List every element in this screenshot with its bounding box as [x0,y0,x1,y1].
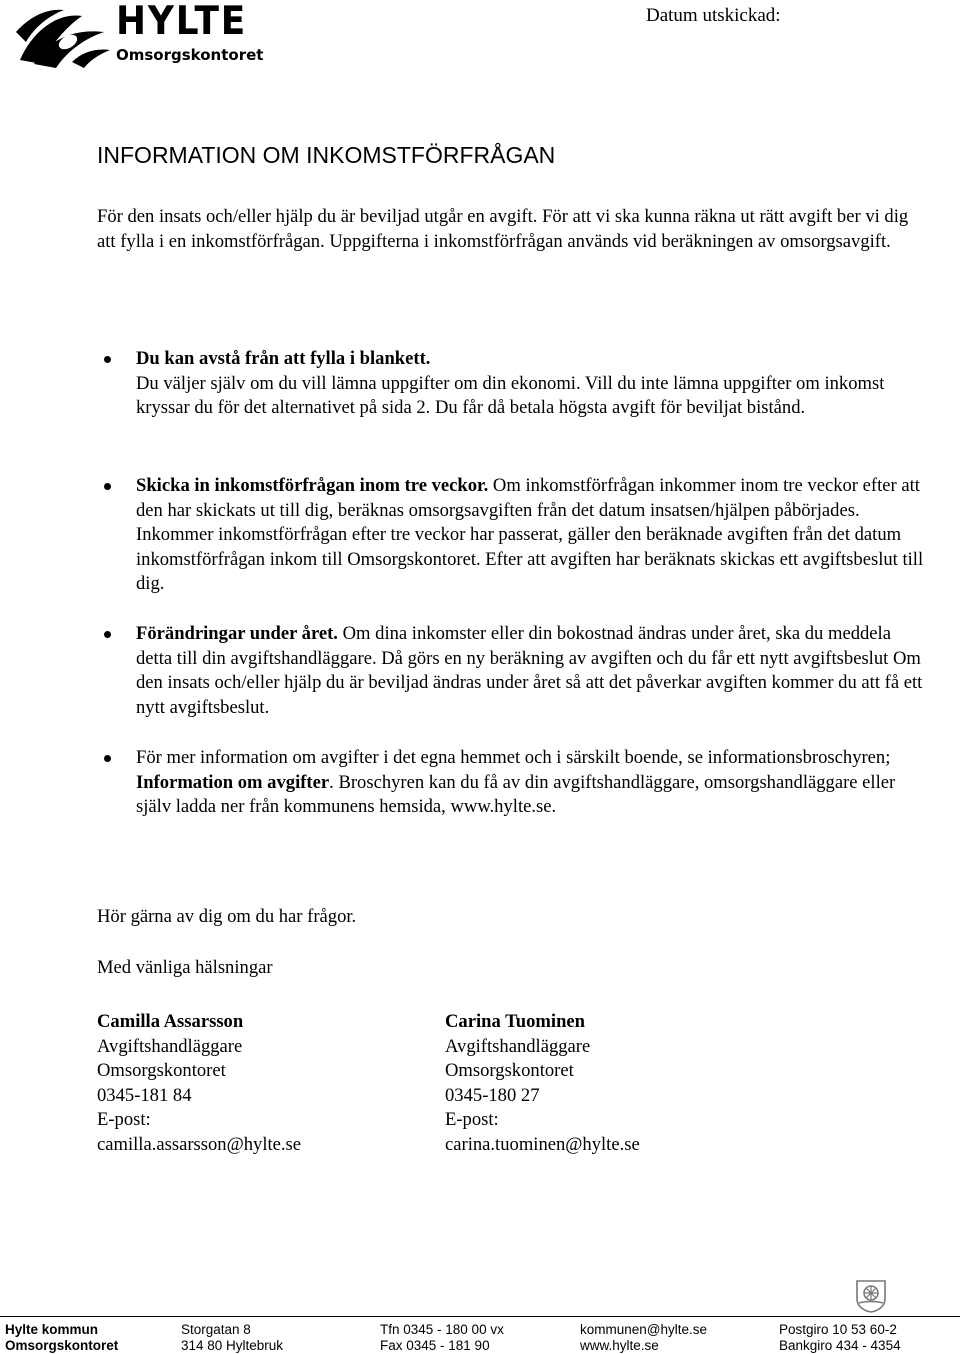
bullet-lead: Du kan avstå från att fylla i blankett. [136,348,431,369]
signer-dept: Omsorgskontoret [445,1060,574,1082]
footer-website-link[interactable]: www.hylte.se [580,1338,659,1353]
bullet-text: Om inkomstförfrågan inkommer inom tre veckor efter att den har skickats ut till dig, beräknas omsorgsavgiften från det datum insatsen/hjälpen påbörjades. Inkommer inkomstförfrågan efter tre veckor har passerat, gäller den beräknade avgiften från det datum inkomstförfrågan inkom till Omsorgskontoret. Efter att avgiften har beräknats skickas ett avgiftsbeslut till dig. [136,475,924,595]
hylte-logo [12,0,264,70]
signer-phone: 0345-181 84 [97,1084,192,1106]
logo-subtitle: Omsorgskontoret [116,46,264,64]
bullet-list-item [97,347,927,421]
footer-phone-line: Tfn 0345 - 180 00 vx [380,1322,504,1337]
bullet-icon [104,483,111,490]
footer-postgiro: Postgiro 10 53 60-2 [779,1322,897,1337]
brochure-title: Information om avgifter [136,771,330,793]
municipal-emblem-icon [855,1279,887,1313]
signature-block [97,1010,301,1158]
bullet-text: Du väljer själv om du vill lämna uppgifter om din ekonomi. Vill du inte lämna uppgifter om inkomst kryssar du för det alternativet på sida 2. Du får då betala högsta avgift för beviljat bistånd. [136,372,885,419]
signer-name: Carina Tuominen [445,1011,586,1032]
footer-org [5,1322,118,1354]
signer-email[interactable]: camilla.assarsson@hylte.se [97,1133,302,1155]
signature-block [445,1010,640,1158]
signer-role: Avgiftshandläggare [97,1035,243,1057]
bullet-text: För mer information om avgifter i det egna hemmet och i särskilt boende, se informationsbroschyren; [136,747,891,768]
footer-address-line2: 314 80 Hyltebruk [181,1338,284,1353]
signer-role: Avgiftshandläggare [445,1035,591,1057]
signer-email[interactable]: carina.tuominen@hylte.se [445,1133,640,1155]
hylte-emblem-icon [12,2,112,70]
date-sent-label: Datum utskickad: [646,5,781,26]
bullet-list-item [97,474,927,597]
bullet-icon [104,755,111,762]
bullet-lead: Skicka in inkomstförfrågan inom tre veckor. [136,475,489,496]
signer-dept: Omsorgskontoret [97,1060,226,1082]
bullet-list-item [97,622,927,720]
footer-bank [779,1322,901,1354]
signer-email-label: E-post: [445,1109,499,1131]
footer-web [580,1322,707,1354]
closing-question: Hör gärna av dig om du har frågor. [97,906,357,927]
footer-org-line1: Hylte kommun [5,1322,99,1337]
footer-phone [380,1322,504,1354]
footer-address-line1: Storgatan 8 [181,1322,251,1337]
footer-fax-line: Fax 0345 - 181 90 [380,1338,490,1353]
bullet-lead: Förändringar under året. [136,623,338,644]
closing-greeting: Med vänliga hälsningar [97,957,273,978]
footer-address [181,1322,283,1354]
bullet-list-item [97,746,927,820]
logo-wordmark: HYLTE [116,0,248,44]
bullet-text: . Broschyren kan du få av din avgiftshandläggare, omsorgshandläggare eller själv ladda ner från kommunens hemsida, www.hylte.se. [136,771,896,818]
bullet-icon [104,631,111,638]
signer-email-label: E-post: [97,1109,151,1131]
intro-paragraph: För den insats och/eller hjälp du är beviljad utgår en avgift. För att vi ska kunna räkna ut rätt avgift ber vi dig att fylla i en inkomstförfrågan. Uppgifterna i inkomstförfrågan används vid beräkningen av omsorgsavgift. [97,206,909,252]
bullet-icon [104,356,111,363]
signer-name: Camilla Assarsson [97,1011,244,1032]
footer-bankgiro: Bankgiro 434 - 4354 [779,1338,901,1353]
footer-org-line2: Omsorgskontoret [5,1338,119,1353]
bullet-text: Om dina inkomster eller din bokostnad ändras under året, ska du meddela detta till din avgiftshandläggare. Då görs en ny beräkning av avgiften och du får ett nytt avgiftsbeslut Om den insats och/eller hjälp du är beviljad ändras under året så att det påverkar avgiften kommer du att få ett nytt avgiftsbeslut. [136,623,923,718]
footer-email-link[interactable]: kommunen@hylte.se [580,1322,708,1337]
page-footer [0,1316,960,1354]
signer-phone: 0345-180 27 [445,1084,540,1106]
page-title: INFORMATION OM INKOMSTFÖRFRÅGAN [97,142,556,168]
